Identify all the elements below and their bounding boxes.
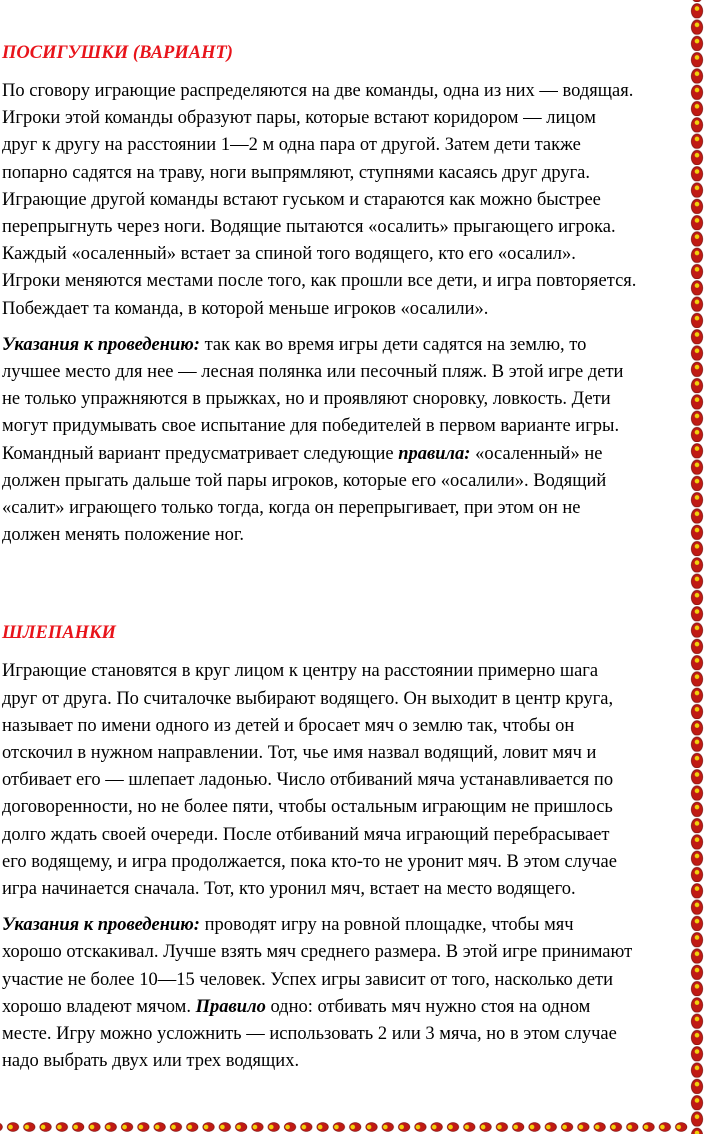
text-line: его водящему, и игра продолжается, пока кто-то не уронит мяч. В этом случае [2,851,617,872]
text-line: друг к другу на расстоянии 1—2 м одна пара от другой. Затем дети также [2,135,581,156]
text-line: не только упражняются в прыжках, но и проявляют сноровку, ловкость. Дети [2,389,611,410]
text-line [2,912,692,939]
text-line: друг от друга. По считалочке выбирают водящего. Он выходит в центр круга, [2,688,614,709]
text-line: отбивает его — шлепает ладонью. Число отбиваний мяча устанавливается по [2,770,614,791]
paragraph-instructions-shlepanki [2,912,692,1075]
text-line: Игроки меняются местами после того, как прошли все дети, и игра повторяется. [2,271,637,292]
text-line: лучшее место для нее — лесная полянка или песочный пляж. В этой игре дети [2,362,624,383]
text-line: Игроки этой команды образуют пары, которые встают коридором — лицом [2,108,596,129]
section-title-shlepanki: ШЛЕПАНКИ [2,623,116,644]
text-line: должен менять положение ног. [2,525,244,546]
section-spacer [2,558,692,620]
rule-label: Правило [195,996,266,1017]
instructions-label: Указания к проведению: [2,915,200,936]
text-line [2,441,692,468]
text-segment: Командный вариант предусматривает следующие [2,443,399,464]
decorative-border-right [690,0,704,1134]
text-line: участие не более 10—15 человек. Успех игры зависит от того, насколько дети [2,969,614,990]
text-line: должен прыгать дальше той пары игроков, которые его «осалили». Водящий [2,470,607,491]
section-title-posigushki: ПОСИГУШКИ (ВАРИАНТ) [2,43,233,63]
text-line: надо выбрать двух или трех водящих. [2,1051,300,1072]
text-line: долго ждать своей очереди. После отбиваний мяча играющий перебрасывает [2,824,610,845]
text-segment: хорошо владеют мячом. [2,996,196,1017]
text-line [2,332,692,359]
text-line: По сговору играющие распределяются на две команды, одна из них — водящая. [2,81,634,101]
text-line: договоренности, но не более пяти, чтобы остальным играющим не пришлось [2,797,613,818]
document-content [2,40,692,1085]
decorative-border-bottom [0,1120,690,1134]
text-segment: одно: отбивать мяч нужно стоя на одном [265,996,591,1017]
paragraph-rules-posigushki [2,78,692,323]
paragraph-rules-shlepanki [2,658,692,903]
text-segment: так как во время игры дети садятся на землю, то [199,334,587,355]
text-segment: «осаленный» не [470,443,603,464]
paragraph-instructions-posigushki [2,332,692,550]
rules-label: правила: [398,443,471,464]
text-line: месте. Игру можно усложнить — использовать 2 или 3 мяча, но в этом случае [2,1024,617,1045]
text-line: Каждый «осаленный» встает за спиной того водящего, кто его «осалил». [2,244,576,265]
text-line: могут придумывать свое испытание для победителей в первом варианте игры. [2,416,620,437]
text-segment: проводят игру на ровной площадке, чтобы мяч [199,915,574,936]
text-line: Играющие становятся в круг лицом к центру на расстоянии примерно шага [2,661,599,682]
text-line: перепрыгнуть через ноги. Водящие пытаются «осалить» прыгающего игрока. [2,217,616,238]
text-line: хорошо отскакивал. Лучше взять мяч среднего размера. В этой игре принимают [2,942,633,963]
text-line: отскочил в нужном направлении. Тот, чье имя назвал водящий, ловит мяч и [2,743,597,764]
text-line: игра начинается сначала. Тот, кто уронил мяч, встает на место водящего. [2,879,576,900]
text-line: попарно садятся на траву, ноги выпрямляют, ступнями касаясь друг друга. [2,162,590,183]
text-line: «салит» играющего только тогда, когда он перепрыгивает, при этом он не [2,498,581,519]
text-line: Побеждает та команда, в которой меньше игроков «осалили». [2,298,489,319]
instructions-label: Указания к проведению: [2,334,200,355]
text-line: Играющие другой команды встают гуськом и стараются как можно быстрее [2,189,601,210]
text-line [2,994,692,1021]
text-line: называет по имени одного из детей и бросает мяч о землю так, чтобы он [2,715,575,736]
